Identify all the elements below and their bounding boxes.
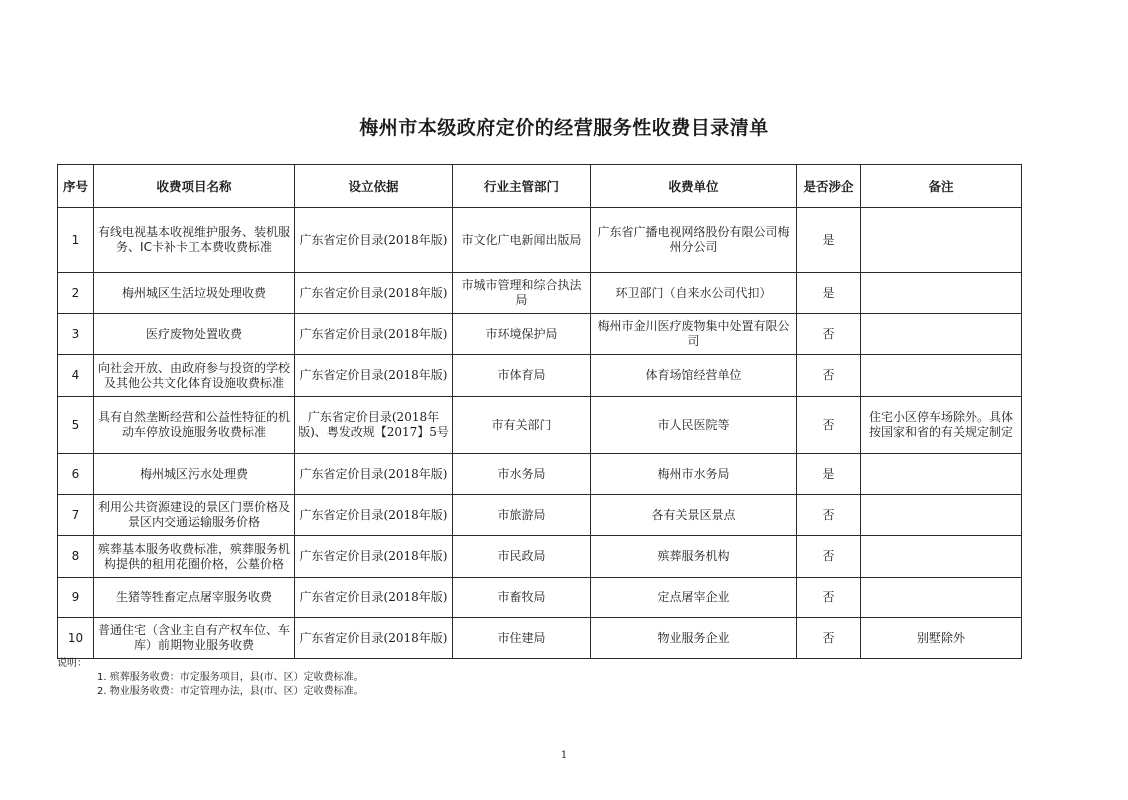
cell-remark [861, 208, 1022, 273]
cell-charging-unit: 殡葬服务机构 [591, 536, 797, 578]
table-row [58, 397, 1022, 454]
note-item: 1. 殡葬服务收费：市定服务项目，县(市、区）定收费标准。 [97, 672, 364, 683]
cell-charging-unit: 体育场馆经营单位 [591, 355, 797, 397]
cell-remark [861, 273, 1022, 314]
table-row [58, 578, 1022, 618]
cell-item-name: 殡葬基本服务收费标准，殡葬服务机构提供的租用花圈价格，公墓价格 [94, 536, 295, 578]
cell-remark [861, 495, 1022, 536]
cell-basis: 广东省定价目录(2018年版)、粤发改规【2017】5号 [295, 397, 453, 454]
cell-no: 6 [58, 454, 94, 495]
cell-no: 5 [58, 397, 94, 454]
table-row [58, 618, 1022, 659]
cell-basis: 广东省定价目录(2018年版) [295, 208, 453, 273]
cell-basis: 广东省定价目录(2018年版) [295, 495, 453, 536]
header-remark: 备注 [861, 165, 1022, 208]
cell-department: 市畜牧局 [453, 578, 591, 618]
table-row [58, 208, 1022, 273]
cell-item-name: 梅州城区生活垃圾处理收费 [94, 273, 295, 314]
cell-basis: 广东省定价目录(2018年版) [295, 578, 453, 618]
cell-remark [861, 314, 1022, 355]
cell-no: 2 [58, 273, 94, 314]
cell-remark [861, 454, 1022, 495]
notes-section [57, 657, 364, 699]
header-charging-unit: 收费单位 [591, 165, 797, 208]
cell-no: 4 [58, 355, 94, 397]
cell-enterprise-related: 是 [797, 208, 861, 273]
cell-charging-unit: 定点屠宰企业 [591, 578, 797, 618]
cell-no: 10 [58, 618, 94, 659]
notes-label: 说明： [57, 658, 87, 669]
cell-department: 市环境保护局 [453, 314, 591, 355]
cell-department: 市城市管理和综合执法局 [453, 273, 591, 314]
cell-enterprise-related: 否 [797, 397, 861, 454]
cell-enterprise-related: 是 [797, 273, 861, 314]
cell-basis: 广东省定价目录(2018年版) [295, 618, 453, 659]
cell-charging-unit: 梅州市水务局 [591, 454, 797, 495]
cell-item-name: 具有自然垄断经营和公益性特征的机动车停放设施服务收费标准 [94, 397, 295, 454]
cell-remark: 住宅小区停车场除外。具体按国家和省的有关规定制定 [861, 397, 1022, 454]
cell-item-name: 普通住宅（含业主自有产权车位、车库）前期物业服务收费 [94, 618, 295, 659]
cell-no: 9 [58, 578, 94, 618]
table-row [58, 273, 1022, 314]
cell-charging-unit: 各有关景区景点 [591, 495, 797, 536]
table-row [58, 495, 1022, 536]
note-item: 2. 物业服务收费：市定管理办法，县(市、区）定收费标准。 [97, 686, 364, 697]
cell-basis: 广东省定价目录(2018年版) [295, 273, 453, 314]
cell-basis: 广东省定价目录(2018年版) [295, 355, 453, 397]
cell-item-name: 利用公共资源建设的景区门票价格及景区内交通运输服务价格 [94, 495, 295, 536]
cell-item-name: 向社会开放、由政府参与投资的学校及其他公共文化体育设施收费标准 [94, 355, 295, 397]
table-header-row [58, 165, 1022, 208]
cell-remark [861, 355, 1022, 397]
cell-enterprise-related: 否 [797, 355, 861, 397]
table-row [58, 355, 1022, 397]
cell-charging-unit: 市人民医院等 [591, 397, 797, 454]
cell-item-name: 医疗废物处置收费 [94, 314, 295, 355]
cell-no: 7 [58, 495, 94, 536]
cell-department: 市民政局 [453, 536, 591, 578]
cell-item-name: 生猪等牲畜定点屠宰服务收费 [94, 578, 295, 618]
page-number: 1 [560, 750, 568, 761]
table-row [58, 454, 1022, 495]
cell-charging-unit: 环卫部门（自来水公司代扣） [591, 273, 797, 314]
cell-enterprise-related: 否 [797, 618, 861, 659]
cell-item-name: 梅州城区污水处理费 [94, 454, 295, 495]
cell-department: 市旅游局 [453, 495, 591, 536]
cell-remark [861, 578, 1022, 618]
cell-no: 1 [58, 208, 94, 273]
header-no: 序号 [58, 165, 94, 208]
fee-catalog-table [57, 164, 1022, 659]
cell-basis: 广东省定价目录(2018年版) [295, 536, 453, 578]
cell-basis: 广东省定价目录(2018年版) [295, 314, 453, 355]
header-enterprise-related: 是否涉企 [797, 165, 861, 208]
cell-item-name: 有线电视基本收视维护服务、装机服务、IC卡补卡工本费收费标准 [94, 208, 295, 273]
cell-enterprise-related: 否 [797, 314, 861, 355]
cell-no: 8 [58, 536, 94, 578]
table-row [58, 314, 1022, 355]
cell-department: 市文化广电新闻出版局 [453, 208, 591, 273]
cell-remark [861, 536, 1022, 578]
cell-enterprise-related: 否 [797, 578, 861, 618]
cell-department: 市住建局 [453, 618, 591, 659]
header-department: 行业主管部门 [453, 165, 591, 208]
table-row [58, 536, 1022, 578]
cell-enterprise-related: 否 [797, 536, 861, 578]
header-basis: 设立依据 [295, 165, 453, 208]
document-title: 梅州市本级政府定价的经营服务性收费目录清单 [359, 117, 769, 139]
cell-basis: 广东省定价目录(2018年版) [295, 454, 453, 495]
cell-enterprise-related: 否 [797, 495, 861, 536]
cell-department: 市水务局 [453, 454, 591, 495]
cell-charging-unit: 广东省广播电视网络股份有限公司梅州分公司 [591, 208, 797, 273]
cell-charging-unit: 物业服务企业 [591, 618, 797, 659]
cell-remark: 别墅除外 [861, 618, 1022, 659]
cell-department: 市有关部门 [453, 397, 591, 454]
cell-no: 3 [58, 314, 94, 355]
cell-department: 市体育局 [453, 355, 591, 397]
cell-charging-unit: 梅州市金川医疗废物集中处置有限公司 [591, 314, 797, 355]
cell-enterprise-related: 是 [797, 454, 861, 495]
header-item-name: 收费项目名称 [94, 165, 295, 208]
